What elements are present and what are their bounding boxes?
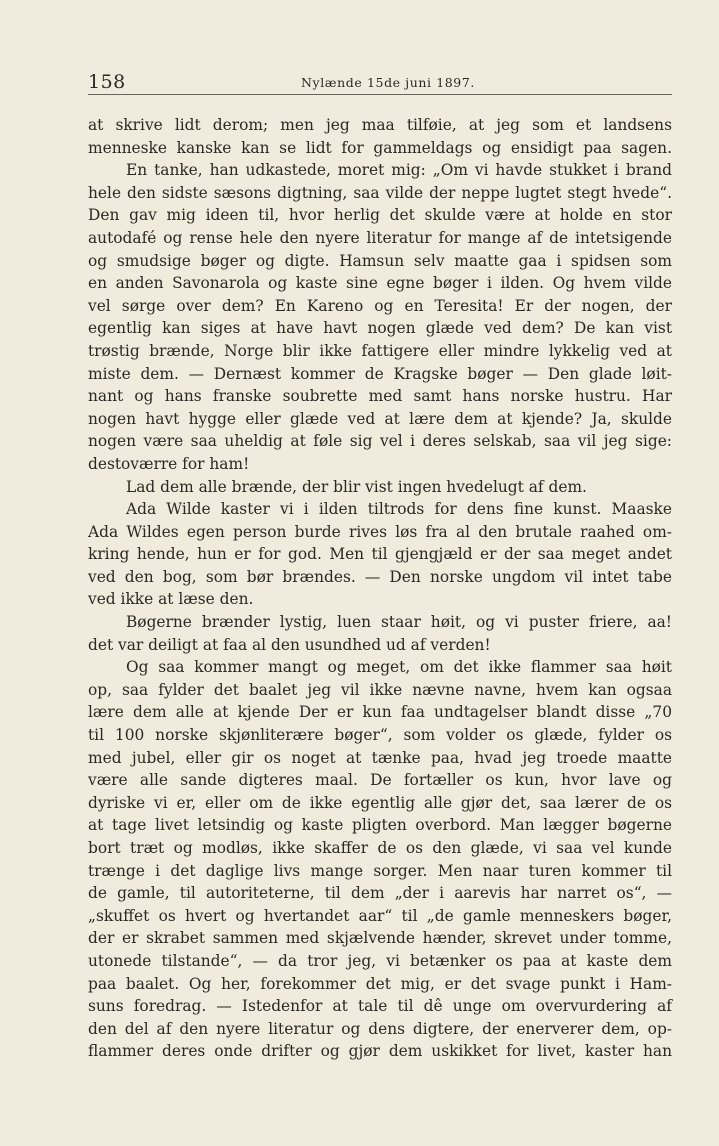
text-line: nogen være saa uheldig at føle sig vel i deres selskab, saa vil jeg sige: [88,432,672,451]
text-line: egentlig kan siges at have havt nogen glæde ved dem? De kan vist [88,319,672,338]
text-line: ved den bog, som bør brændes. — Den norske ungdom vil intet tabe [88,567,672,586]
text-line: Ada Wilde kaster vi i ilden tiltrods for dens fine kunst. Maaske [126,500,672,519]
text-line: Bøgerne brænder lystig, luen staar høit, og vi puster friere, aa! [126,613,672,632]
text-line: ved ikke at læse den. [88,590,254,609]
text-line: hele den sidste sæsons digtning, saa vilde der neppe lugtet stegt hvede“. [88,183,672,202]
text-line: menneske kanske kan se lidt for gammeldags og ensidigt paa sagen. [88,138,672,157]
text-line: suns foredrag. — Istedenfor at tale til dê unge om overvurdering af [88,997,672,1016]
text-line: „skuffet os hvert og hvertandet aar“ til „de gamle menneskers bøger, [88,906,672,925]
text-line: til 100 norske skjønliterære bøger“, som volder os glæde, fylder os [88,726,672,745]
text-line: og smudsige bøger og digte. Hamsun selv maatte gaa i spidsen som [88,251,672,270]
text-line: autodafé og rense hele den nyere literatur for mange af de intetsigende [88,228,672,247]
text-line: Den gav mig ideen til, hvor herlig det skulde være at holde en stor [88,206,672,225]
text-line: trænge i det daglige livs mange sorger. Men naar turen kommer til [88,861,672,880]
text-line: Og saa kommer mangt og meget, om det ikke flammer saa høit [126,658,672,677]
running-head: Nylænde 15de juni 1897. [301,75,475,90]
text-line: at skrive lidt derom; men jeg maa tilføie, at jeg som et landsens [88,116,672,134]
text-line: være alle sande digteres maal. De fortæller os kun, hvor lave og [88,771,672,790]
text-line: nant og hans franske soubrette med samt hans norske hustru. Har [88,387,672,406]
text-line: de gamle, til autoriteterne, til dem „der i aarevis har narret os“, — [88,884,672,903]
text-line: destoværre for ham! [88,454,250,473]
text-line: Lad dem alle brænde, der blir vist ingen hvedelugt af dem. [126,477,587,496]
header-rule [88,94,672,95]
text-line: den del af den nyere literatur og dens digtere, der enerverer dem, op- [88,1019,672,1038]
text-line: utonede tilstande“, — da tror jeg, vi betænker os paa at kaste dem [88,951,672,970]
text-line: trøstig brænde, Norge blir ikke fattigere eller mindre lykkelig ved at [88,341,672,360]
text-line: flammer deres onde drifter og gjør dem uskikket for livet, kaster han [88,1042,672,1061]
text-line: op, saa fylder det baalet jeg vil ikke nævne navne, hvem kan ogsaa [88,680,672,699]
text-line: lære dem alle at kjende Der er kun faa undtagelser blandt disse „70 [88,703,672,722]
text-line: det var deiligt at faa al den usundhed ud af verden! [88,635,491,654]
text-line: at tage livet letsindig og kaste pligten overbord. Man lægger bøgerne [88,816,672,835]
text-line: nogen havt hygge eller glæde ved at lære dem at kjende? Ja, skulde [88,409,672,428]
text-line: bort træt og modløs, ikke skaffer de os den glæde, vi saa vel kunde [88,839,672,857]
text-line: Ada Wildes egen person burde rives løs fra al den brutale raahed om- [88,522,672,541]
text-line: kring hende, hun er for god. Men til gjengjæld er der saa meget andet [88,545,672,564]
body-text [88,114,672,1063]
page-number: 158 [88,71,126,93]
text-line: der er skrabet sammen med skjælvende hænder, skrevet under tomme, [88,929,672,948]
text-line: En tanke, han udkastede, moret mig: „Om vi havde stukket i brand [126,161,672,180]
text-line: med jubel, eller gir os noget at tænke paa, hvad jeg troede maatte [88,748,672,767]
text-line: miste dem. — Dernæst kommer de Kragske bøger — Den glade løit- [88,364,672,383]
text-line: paa baalet. Og her, forekommer det mig, er det svage punkt i Ham- [88,974,672,993]
text-line: vel sørge over dem? En Kareno og en Teresita! Er der nogen, der [88,296,672,315]
text-line: en anden Savonarola og kaste sine egne bøger i ilden. Og hvem vilde [88,274,672,293]
text-line: dyriske vi er, eller om de ikke egentlig alle gjør det, saa lærer de os [88,793,672,812]
page-header [88,70,672,94]
